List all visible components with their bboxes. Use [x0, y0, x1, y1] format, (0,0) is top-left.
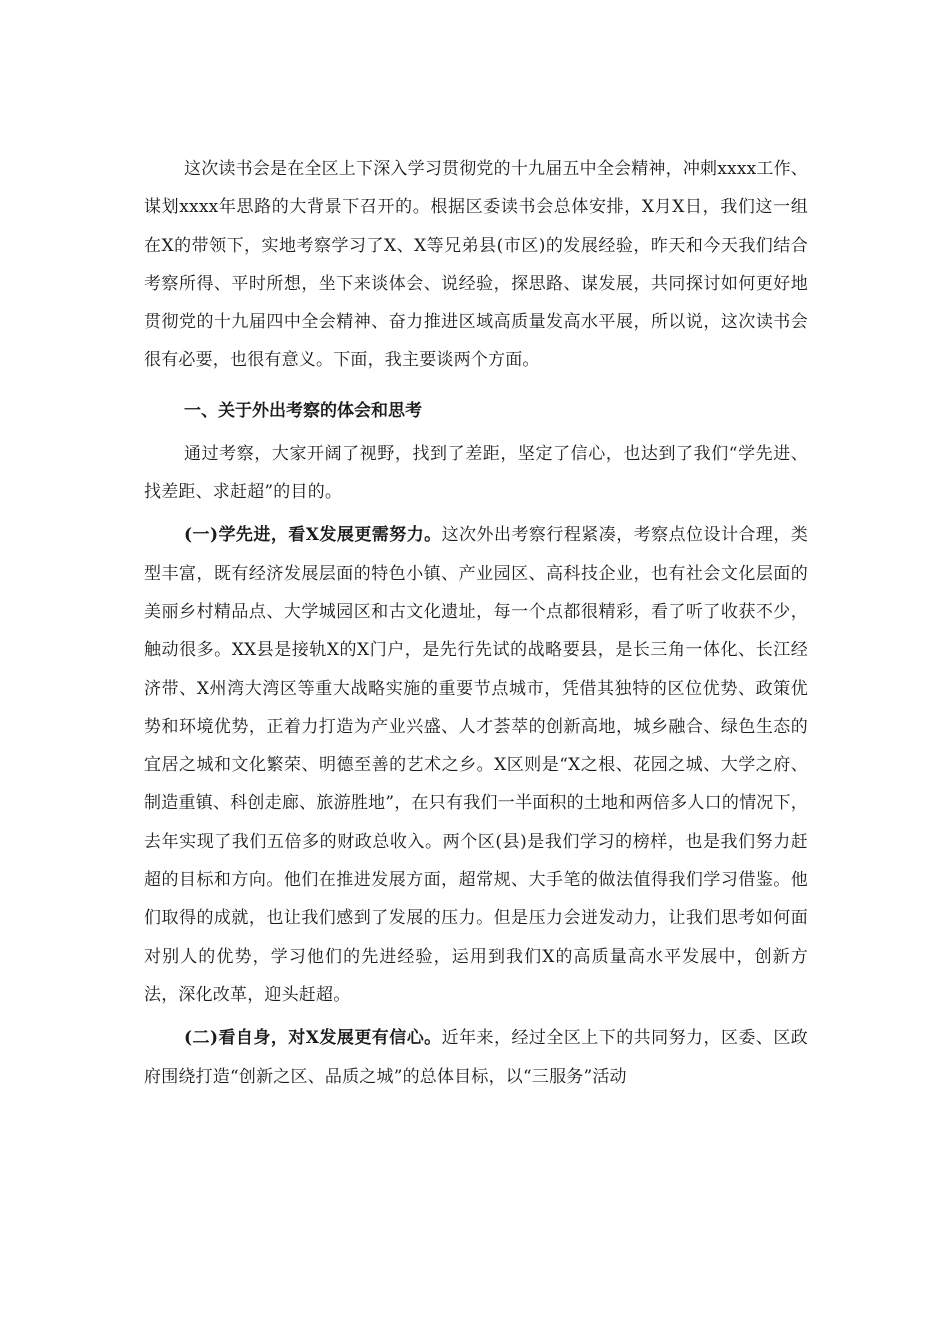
subsection-2-paragraph	[144, 1019, 808, 1096]
document-page	[144, 150, 808, 1096]
subsection-1-paragraph	[144, 516, 808, 1014]
subsection-1-lead: (一)学先进，看X发展更需努力。	[184, 525, 442, 546]
section-heading-1: 一、关于外出考察的体会和思考	[184, 400, 422, 421]
subsection-2-lead: (二)看自身，对X发展更有信心。	[184, 1028, 442, 1049]
subsection-2-body: 近年来，经过全区上下的共同努力，区委、区政府围绕打造“创新之区、品质之城”的总体目标，以“三服务”活动	[144, 1028, 808, 1087]
section1-intro-paragraph: 通过考察，大家开阔了视野，找到了差距，坚定了信心，也达到了我们“学先进、找差距、求赶超”的目的。	[144, 443, 808, 503]
subsection-1-body: 这次外出考察行程紧凑，考察点位设计合理，类型丰富，既有经济发展层面的特色小镇、产业园区、高科技企业，也有社会文化层面的美丽乡村精品点、大学城园区和古文化遗址，每一个点都很精彩，看了听了收获不少，触动很多。XX县是接轨X的X门户，是先行先试的战略要县，是长三角一体化、长江经济带、X州湾大湾区等重大战略实施的重要节点城市，凭借其独特的区位优势、政策优势和环境优势，正着力打造为产业兴盛、人才荟萃的创新高地，城乡融合、绿色生态的宜居之城和文化繁荣、明德至善的艺术之乡。X区则是“X之根、花园之城、大学之府、制造重镇、科创走廊、旅游胜地”，在只有我们一半面积的土地和两倍多人口的情况下，去年实现了我们五倍多的财政总收入。两个区(县)是我们学习的榜样，也是我们努力赶超的目标和方向。他们在推进发展方面，超常规、大手笔的做法值得我们学习借鉴。他们取得的成就，也让我们感到了发展的压力。但是压力会迸发动力，让我们思考如何面对别人的优势，学习他们的先进经验，运用到我们X的高质量高水平发展中，创新方法，深化改革，迎头赶超。	[144, 525, 808, 1005]
intro-paragraph: 这次读书会是在全区上下深入学习贯彻党的十九届五中全会精神，冲刺xxxx工作、谋划xxxx年思路的大背景下召开的。根据区委读书会总体安排，X月X日，我们这一组在X的带领下，实地考察学习了X、X等兄弟县(市区)的发展经验，昨天和今天我们结合考察所得、平时所想，坐下来谈体会、说经验，探思路、谋发展，共同探讨如何更好地贯彻党的十九届四中全会精神、奋力推进区域高质量发高水平展，所以说，这次读书会很有必要，也很有意义。下面，我主要谈两个方面。	[144, 159, 808, 371]
spacer	[144, 380, 808, 392]
